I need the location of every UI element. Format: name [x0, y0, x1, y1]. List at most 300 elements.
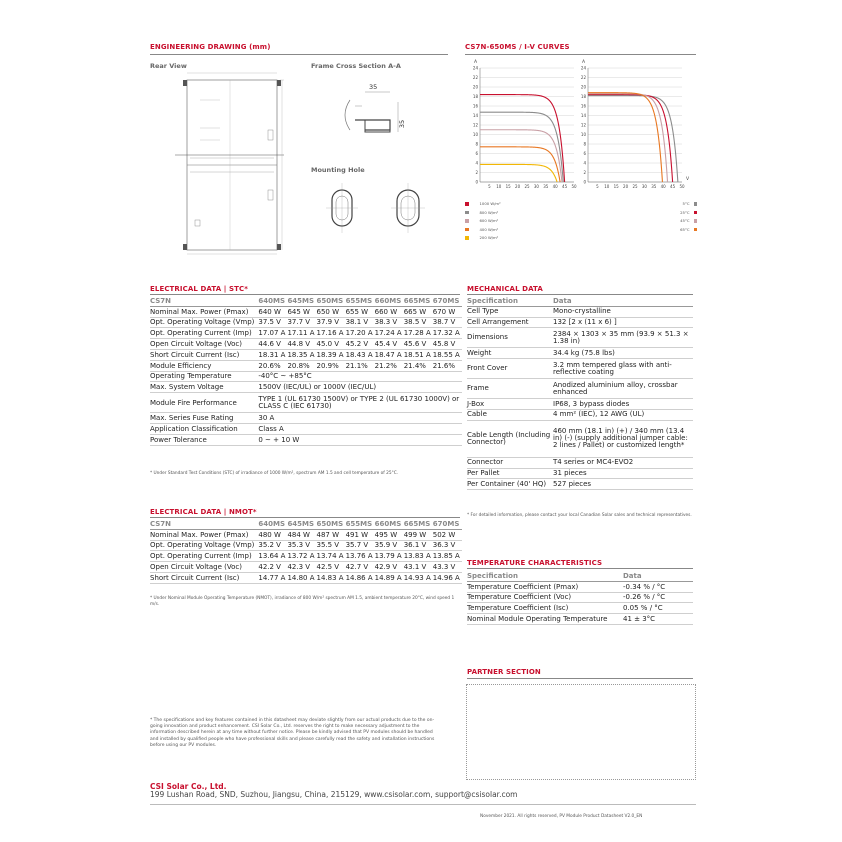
nmot-cell: Short Circuit Current (Isc): [150, 572, 258, 583]
mech-cell: 132 [2 x (11 x 6) ]: [553, 317, 693, 328]
mech-cell: J-Box: [467, 399, 553, 410]
x-tick-label: 50: [571, 184, 577, 189]
mech-header-cell: Data: [553, 296, 693, 306]
legend-item: [640, 201, 700, 210]
stc-header-cell: 640MS: [258, 296, 287, 306]
legend-swatch: [694, 211, 698, 215]
nmot-cell: 13.74 A: [316, 552, 344, 561]
stc-header-cell: 665MS: [404, 296, 433, 306]
x-tick-label: 35: [543, 184, 549, 189]
irradiance-legend: [465, 201, 555, 244]
stc-cell: Open Circuit Voltage (Voc): [150, 339, 258, 350]
y-tick-label: 8: [475, 141, 478, 147]
temp-header-cell: Data: [623, 571, 693, 581]
legend-item: [465, 227, 555, 236]
x-tick-label: 10: [604, 184, 610, 189]
temperature-table: [467, 571, 693, 625]
nmot-cell: 35.7 V: [346, 540, 375, 551]
footer-company: CSI Solar Co., Ltd.: [150, 782, 227, 791]
mech-header-cell: Specification: [467, 296, 553, 306]
mech-cell: Per Pallet: [467, 468, 553, 479]
stc-cell: 45.4 V: [375, 339, 404, 350]
mech-cell: Front Cover: [467, 359, 553, 379]
x-tick-label: 5: [488, 184, 491, 189]
stc-note: * Under Standard Test Conditions (STC) of irradiance of 1000 W/m², spectrum AM 1.5 and cell temperature of 25°C.: [150, 471, 399, 476]
legend-label: 200 W/m²: [479, 235, 499, 240]
nmot-cell: 480 W: [258, 529, 287, 540]
x-tick-label: 35: [651, 184, 657, 189]
temperature-rule: [467, 568, 693, 569]
mech-cell: 527 pieces: [553, 479, 693, 490]
stc-cell: 37.9 V: [317, 317, 346, 328]
nmot-cell: 13.72 A: [287, 552, 315, 561]
legend-swatch: [694, 202, 698, 206]
table-row: [467, 409, 693, 420]
stc-cell: 645 W: [287, 306, 316, 317]
stc-cell: 38.7 V: [433, 317, 462, 328]
nmot-cell: 14.96 A: [432, 573, 460, 582]
legend-item: [465, 218, 555, 227]
y-tick-label: 24: [472, 65, 478, 71]
temp-cell: -0.26 % / °C: [623, 592, 693, 603]
nmot-cell: 14.86 A: [345, 573, 373, 582]
stc-cell: 660 W: [375, 306, 404, 317]
table-row: [467, 581, 693, 592]
legend-label: 45°C: [680, 218, 690, 223]
legend-label: 400 W/m²: [479, 226, 499, 232]
nmot-cell: 42.5 V: [317, 562, 346, 573]
iv-curves-title: CS7N-650MS / I-V CURVES: [465, 43, 570, 51]
y-tick-label: 22: [472, 75, 478, 80]
x-tick-label: 15: [613, 184, 619, 189]
stc-cell: 38.3 V: [375, 317, 404, 328]
nmot-cell: 35.3 V: [287, 540, 316, 551]
y-tick-label: 16: [580, 103, 586, 109]
nmot-header-cell: CS7N: [150, 519, 258, 529]
stc-cell: Module Efficiency: [150, 360, 258, 371]
x-tick-label: 15: [505, 184, 511, 189]
y-tick-label: 10: [580, 132, 586, 137]
nmot-cell: 43.3 V: [433, 562, 462, 573]
mechanical-rule: [467, 294, 693, 295]
table-row: [467, 457, 693, 468]
y-tick-label: 8: [583, 141, 586, 147]
legend-label: 1000 W/m²: [479, 201, 501, 206]
table-row: [467, 479, 693, 490]
nmot-cell: 13.64 A: [258, 552, 286, 561]
legend-item: [640, 218, 700, 227]
nmot-cell: Open Circuit Voltage (Voc): [150, 562, 258, 573]
nmot-header-cell: 645MS: [287, 519, 316, 529]
mechanical-note: * For detailed information, please contact your local Canadian Solar sales and technical representatives.: [467, 513, 692, 518]
iv-series-line: [588, 95, 673, 182]
stc-cell: 20.6%: [258, 360, 287, 371]
table-row: [150, 540, 462, 551]
stc-cell: 670 W: [433, 306, 462, 317]
temp-cell: 0.05 % / °C: [623, 603, 693, 614]
partner-box: [466, 684, 696, 780]
nmot-table: [150, 519, 462, 584]
footer-rule: [150, 804, 696, 805]
mech-cell: 34.4 kg (75.8 lbs): [553, 348, 693, 359]
nmot-title: ELECTRICAL DATA | NMOT*: [150, 508, 257, 516]
mech-cell: Connector: [467, 457, 553, 468]
nmot-cell: 13.83 A: [403, 552, 431, 561]
stc-cell: 18.43 A: [345, 350, 373, 359]
legend-swatch: [694, 219, 698, 223]
stc-cell: 21.6%: [433, 360, 462, 371]
legend-item: [465, 235, 555, 244]
stc-cell: 38.5 V: [404, 317, 433, 328]
nmot-cell: 491 W: [346, 529, 375, 540]
x-tick-label: 20: [515, 184, 521, 189]
stc-cell: Max. Series Fuse Rating: [150, 413, 258, 424]
footer-address: 199 Lushan Road, SND, Suzhou, Jiangsu, China, 215129, www.csisolar.com, support@csisolar.com: [150, 790, 518, 799]
nmot-cell: 499 W: [404, 529, 433, 540]
y-tick-label: 20: [472, 84, 478, 90]
y-tick-label: 18: [580, 94, 586, 99]
nmot-cell: 13.85 A: [432, 552, 460, 561]
x-tick-label: 20: [623, 184, 629, 189]
stc-cell: 21.4%: [404, 360, 433, 371]
table-row: [150, 551, 462, 562]
engineering-drawing: [150, 70, 450, 260]
table-row: [467, 399, 693, 410]
table-row: [150, 339, 462, 350]
stc-cell: 650 W: [317, 306, 346, 317]
stc-cell: 1500V (IEC/UL) or 1000V (IEC/UL): [258, 382, 461, 393]
table-row: [467, 317, 693, 328]
temp-cell: 41 ± 3°C: [623, 614, 693, 625]
y-tick-label: 6: [475, 151, 478, 156]
table-row: [150, 434, 462, 445]
stc-header-cell: CS7N: [150, 296, 258, 306]
y-tick-label: 4: [475, 160, 478, 166]
nmot-cell: 14.77 A: [258, 573, 286, 582]
stc-cell: 45.6 V: [404, 339, 433, 350]
x-tick-label: 30: [641, 184, 647, 189]
y-tick-label: 6: [583, 151, 586, 156]
legend-item: [640, 210, 700, 219]
y-tick-label: 14: [580, 113, 586, 118]
stc-cell: 17.28 A: [403, 329, 431, 338]
engineering-title: ENGINEERING DRAWING (mm): [150, 43, 271, 51]
nmot-cell: 42.9 V: [375, 562, 404, 573]
table-row: [150, 562, 462, 573]
stc-cell: 17.16 A: [316, 329, 344, 338]
footer-revision: November 2021. All rights reserved, PV Module Product Datasheet V2.0_EN: [480, 814, 643, 819]
table-row: [467, 306, 693, 317]
iv-series-line: [480, 164, 557, 182]
stc-cell: Short Circuit Current (Isc): [150, 349, 258, 360]
legend-swatch: [465, 211, 469, 215]
stc-cell: 44.6 V: [258, 339, 287, 350]
partner-rule: [467, 678, 693, 679]
nmot-cell: 502 W: [433, 529, 462, 540]
stc-cell: 20.9%: [317, 360, 346, 371]
table-row: [150, 317, 462, 328]
legend-label: 25°C: [680, 209, 690, 215]
table-row: [467, 468, 693, 479]
x-tick-label: 30: [533, 184, 539, 189]
nmot-cell: 35.9 V: [375, 540, 404, 551]
stc-header-cell: 645MS: [287, 296, 316, 306]
stc-cell: 45.2 V: [346, 339, 375, 350]
stc-cell: 0 ~ + 10 W: [258, 434, 461, 445]
mech-cell: 460 mm (18.1 in) (+) / 340 mm (13.4 in) (-) (supply additional jumper cable: 2 lines / Pallet) or customized length*: [553, 420, 693, 457]
table-row: [150, 423, 462, 434]
mech-cell: 2384 × 1303 × 35 mm (93.9 × 51.3 × 1.38 in): [553, 328, 693, 348]
table-row: [467, 359, 693, 379]
temp-cell: Temperature Coefficient (Pmax): [467, 581, 623, 592]
y-tick-label: 0: [583, 179, 586, 185]
nmot-header-cell: 660MS: [375, 519, 404, 529]
table-row: [467, 348, 693, 359]
stc-cell: 18.39 A: [316, 350, 344, 359]
mechanical-table: [467, 296, 693, 490]
nmot-cell: 35.5 V: [317, 540, 346, 551]
temp-header-cell: Specification: [467, 571, 623, 581]
table-row: [150, 306, 462, 317]
nmot-cell: 36.3 V: [433, 540, 462, 551]
stc-header-cell: 650MS: [317, 296, 346, 306]
x-tick-label: 45: [562, 184, 568, 189]
cross-section-dim-width: 35: [369, 83, 378, 91]
stc-cell: Application Classification: [150, 423, 258, 434]
mech-cell: 3.2 mm tempered glass with anti-reflective coating: [553, 359, 693, 379]
stc-cell: 44.8 V: [287, 339, 316, 350]
nmot-header-cell: 655MS: [346, 519, 375, 529]
mech-cell: 31 pieces: [553, 468, 693, 479]
cross-section-dim-height: 35: [398, 119, 407, 129]
legend-swatch: [465, 202, 469, 206]
nmot-cell: 36.1 V: [404, 540, 433, 551]
stc-cell: 640 W: [258, 306, 287, 317]
stc-cell: -40°C ~ +85°C: [258, 371, 461, 382]
cross-section-drawing: [345, 92, 398, 132]
stc-rule: [150, 294, 460, 295]
nmot-cell: 13.79 A: [374, 552, 402, 561]
table-row: [467, 328, 693, 348]
y-tick-label: 12: [580, 122, 586, 128]
nmot-cell: 42.7 V: [346, 562, 375, 573]
y-tick-label: 18: [472, 94, 478, 99]
stc-cell: 30 A: [258, 413, 461, 424]
legend-item: [640, 227, 700, 236]
nmot-header-cell: 665MS: [404, 519, 433, 529]
stc-cell: 38.1 V: [346, 317, 375, 328]
rear-view-drawing: [175, 73, 284, 254]
iv-series-line: [480, 130, 562, 182]
y-tick-label: 2: [583, 170, 586, 175]
mech-cell: Per Container (40' HQ): [467, 479, 553, 490]
nmot-cell: 13.76 A: [345, 552, 373, 561]
nmot-header-cell: 650MS: [317, 519, 346, 529]
x-tick-label: 40: [660, 184, 666, 189]
nmot-header-cell: 670MS: [433, 519, 462, 529]
cross-section-label: Frame Cross Section A-A: [311, 62, 401, 70]
stc-cell: 21.2%: [375, 360, 404, 371]
stc-cell: 45.0 V: [317, 339, 346, 350]
y-tick-label: 22: [580, 75, 586, 80]
mounting-hole-label: Mounting Hole: [311, 166, 365, 174]
y-tick-label: 14: [472, 113, 478, 118]
y-tick-label: 16: [472, 103, 478, 109]
stc-cell: 18.31 A: [258, 350, 286, 359]
stc-cell: 18.47 A: [374, 350, 402, 359]
table-row: [150, 328, 462, 339]
iv-chart-irradiance: [462, 54, 578, 200]
stc-cell: Class A: [258, 423, 461, 434]
temp-cell: Temperature Coefficient (Isc): [467, 603, 623, 614]
nmot-cell: 14.83 A: [316, 573, 344, 582]
stc-cell: 37.5 V: [258, 317, 287, 328]
mech-cell: T4 series or MC4-EVO2: [553, 457, 693, 468]
temperature-title: TEMPERATURE CHARACTERISTICS: [467, 559, 603, 567]
stc-cell: 21.1%: [346, 360, 375, 371]
stc-cell: 18.51 A: [403, 350, 431, 359]
temperature-legend: [640, 201, 700, 235]
table-row: [150, 382, 462, 393]
table-row: [150, 529, 462, 540]
stc-cell: 45.8 V: [433, 339, 462, 350]
engineering-rule: [150, 54, 448, 55]
table-row: [467, 379, 693, 399]
x-tick-label: 40: [552, 184, 558, 189]
table-row: [150, 371, 462, 382]
x-unit-label: V: [686, 177, 690, 182]
nmot-cell: 484 W: [287, 529, 316, 540]
x-tick-label: 50: [679, 184, 685, 189]
mech-cell: Frame: [467, 379, 553, 399]
stc-cell: TYPE 1 (UL 61730 1500V) or TYPE 2 (UL 61730 1000V) or CLASS C (IEC 61730): [258, 393, 461, 413]
legend-item: [465, 210, 555, 219]
legend-swatch: [465, 219, 469, 223]
nmot-cell: 495 W: [375, 529, 404, 540]
temp-cell: Nominal Module Operating Temperature: [467, 614, 623, 625]
mech-cell: Mono-crystalline: [553, 306, 693, 317]
mech-cell: Cable Length (Including Connector): [467, 420, 553, 457]
y-tick-label: 0: [475, 179, 478, 185]
mech-cell: Dimensions: [467, 328, 553, 348]
mech-cell: Cable: [467, 409, 553, 420]
nmot-cell: Opt. Operating Current (Imp): [150, 551, 258, 562]
nmot-cell: 35.2 V: [258, 540, 287, 551]
stc-cell: Nominal Max. Power (Pmax): [150, 306, 258, 317]
stc-cell: 17.24 A: [374, 329, 402, 338]
stc-header-cell: 670MS: [433, 296, 462, 306]
nmot-cell: 43.1 V: [404, 562, 433, 573]
stc-cell: 17.11 A: [287, 329, 315, 338]
stc-cell: Module Fire Performance: [150, 393, 258, 413]
table-row: [150, 393, 462, 413]
nmot-cell: 14.80 A: [287, 573, 315, 582]
nmot-cell: Opt. Operating Voltage (Vmp): [150, 540, 258, 551]
nmot-cell: 14.89 A: [374, 573, 402, 582]
y-tick-label: 10: [472, 132, 478, 137]
y-tick-label: 20: [580, 84, 586, 90]
mech-cell: 4 mm² (IEC), 12 AWG (UL): [553, 409, 693, 420]
stc-cell: 18.35 A: [287, 350, 315, 359]
stc-table: [150, 296, 462, 446]
x-tick-label: 10: [496, 184, 502, 189]
legend-label: 800 W/m²: [479, 209, 499, 215]
table-row: [467, 614, 693, 625]
x-tick-label: 5: [596, 184, 599, 189]
temp-cell: -0.34 % / °C: [623, 581, 693, 592]
mech-cell: Cell Type: [467, 306, 553, 317]
legend-label: 600 W/m²: [479, 218, 499, 223]
legend-swatch: [694, 228, 698, 232]
y-unit-label: A: [582, 60, 586, 65]
stc-cell: Opt. Operating Current (Imp): [150, 328, 258, 339]
stc-header-cell: 655MS: [346, 296, 375, 306]
iv-series-line: [588, 94, 668, 182]
stc-cell: Operating Temperature: [150, 371, 258, 382]
iv-series-line: [588, 96, 678, 182]
stc-cell: 17.07 A: [258, 329, 286, 338]
stc-header-cell: 660MS: [375, 296, 404, 306]
rear-view-label: Rear View: [150, 62, 187, 70]
nmot-header-cell: 640MS: [258, 519, 287, 529]
y-unit-label: A: [474, 60, 478, 65]
y-tick-label: 4: [583, 160, 586, 166]
nmot-note: * Under Nominal Module Operating Temperature (NMOT), irradiance of 800 W/m² spectrum AM 1.5, ambient temperature 20°C, wind speed 1 m/s.: [150, 596, 455, 608]
nmot-rule: [150, 517, 460, 518]
table-row: [150, 360, 462, 371]
stc-cell: Opt. Operating Voltage (Vmp): [150, 317, 258, 328]
table-row: [467, 592, 693, 603]
stc-title: ELECTRICAL DATA | STC*: [150, 285, 248, 293]
stc-cell: Power Tolerance: [150, 434, 258, 445]
legend-swatch: [465, 228, 469, 232]
mechanical-title: MECHANICAL DATA: [467, 285, 543, 293]
x-tick-label: 45: [670, 184, 676, 189]
temp-cell: Temperature Coefficient (Voc): [467, 592, 623, 603]
nmot-cell: Nominal Max. Power (Pmax): [150, 529, 258, 540]
table-row: [467, 420, 693, 457]
legend-label: 65°C: [680, 226, 690, 232]
legend-label: 5°C: [682, 201, 690, 206]
mech-cell: Weight: [467, 348, 553, 359]
x-tick-label: 25: [524, 184, 530, 189]
partner-title: PARTNER SECTION: [467, 668, 541, 676]
mech-cell: Anodized aluminium alloy, crossbar enhanced: [553, 379, 693, 399]
nmot-cell: 42.2 V: [258, 562, 287, 573]
mounting-hole-drawing: [326, 183, 425, 233]
stc-cell: Max. System Voltage: [150, 382, 258, 393]
stc-cell: 20.8%: [287, 360, 316, 371]
stc-cell: 17.32 A: [432, 329, 460, 338]
iv-chart-temperature: [570, 54, 690, 200]
legend-swatch: [465, 236, 469, 240]
mech-cell: IP68, 3 bypass diodes: [553, 399, 693, 410]
y-tick-label: 2: [475, 170, 478, 175]
nmot-cell: 14.93 A: [403, 573, 431, 582]
mech-cell: Cell Arrangement: [467, 317, 553, 328]
nmot-cell: 42.3 V: [287, 562, 316, 573]
nmot-cell: 487 W: [317, 529, 346, 540]
table-row: [150, 413, 462, 424]
table-row: [150, 349, 462, 360]
stc-cell: 18.55 A: [432, 350, 460, 359]
disclaimer: * The specifications and key features contained in this datasheet may deviate slightly from our actual products due to the on-going innovation and product enhancement. CSI Solar Co., Ltd. reserves the right to make necessary adjustment to the information described herein at any time without further notice. Please be kindly advised that PV modules should be handled and installed by qualified people who have professional skills and please carefully read the safety and installation instructions before using our PV modules.: [150, 718, 435, 748]
stc-cell: 17.20 A: [345, 329, 373, 338]
legend-item: [465, 201, 555, 210]
table-row: [150, 572, 462, 583]
x-tick-label: 25: [632, 184, 638, 189]
stc-cell: 37.7 V: [287, 317, 316, 328]
